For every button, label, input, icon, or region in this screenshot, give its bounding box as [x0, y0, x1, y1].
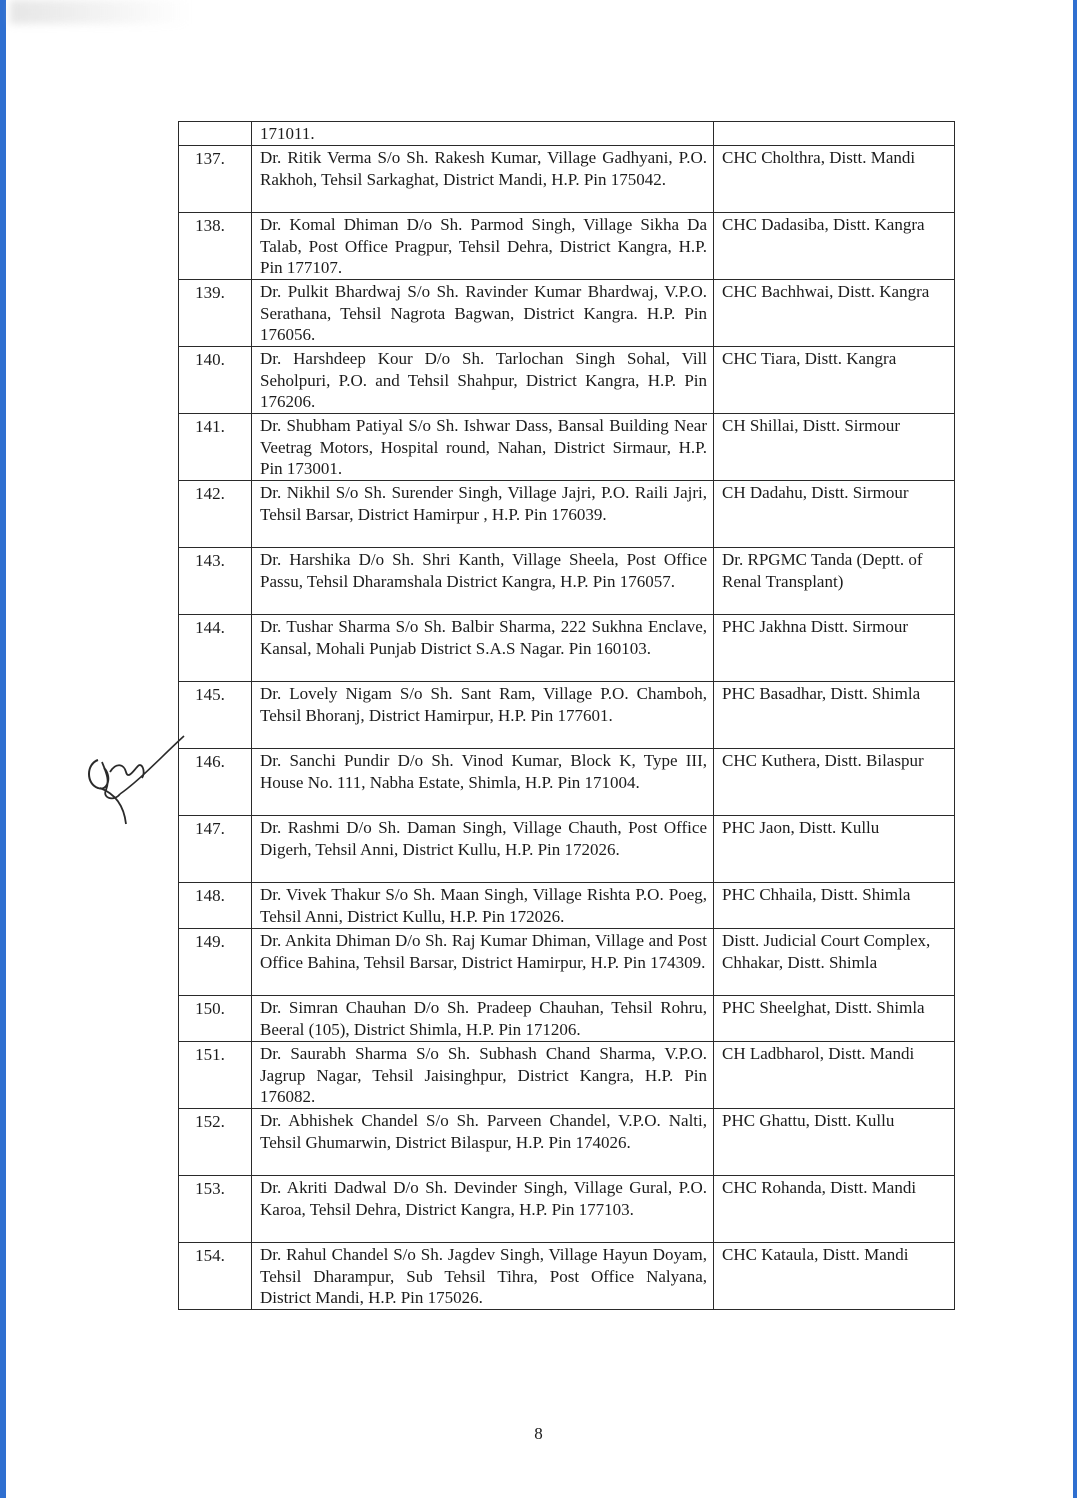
posting-cell: CHC Kataula, Distt. Mandi [714, 1243, 955, 1310]
continuation-row [179, 122, 955, 146]
posting-cell: CH Shillai, Distt. Sirmour [714, 414, 955, 481]
address-cell: Dr. Sanchi Pundir D/o Sh. Vinod Kumar, Block K, Type III, House No. 111, Nabha Estate, Shimla, H.P. Pin 171004. [252, 749, 714, 816]
table-row [179, 1109, 955, 1176]
posting-cell: PHC Sheelghat, Distt. Shimla [714, 996, 955, 1042]
table-row [179, 1176, 955, 1243]
serial-cell: 138. [179, 213, 252, 280]
posting-cell: CHC Dadasiba, Distt. Kangra [714, 213, 955, 280]
table-row [179, 929, 955, 996]
table-row [179, 816, 955, 883]
posting-cell [714, 122, 955, 146]
posting-cell: Dr. RPGMC Tanda (Deptt. of Renal Transplant) [714, 548, 955, 615]
page-edge-left [0, 0, 6, 1498]
serial-cell: 152. [179, 1109, 252, 1176]
address-cell: Dr. Saurabh Sharma S/o Sh. Subhash Chand Sharma, V.P.O. Jagrup Nagar, Tehsil Jaisinghpur, District Kangra, H.P. Pin 176082. [252, 1042, 714, 1109]
scan-smudge [10, 0, 190, 24]
posting-cell: PHC Ghattu, Distt. Kullu [714, 1109, 955, 1176]
posting-table-container [178, 121, 954, 1310]
address-cell: Dr. Vivek Thakur S/o Sh. Maan Singh, Village Rishta P.O. Poeg, Tehsil Anni, District Kullu, H.P. Pin 172026. [252, 883, 714, 929]
table-row [179, 996, 955, 1042]
table-row [179, 682, 955, 749]
posting-cell: PHC Chhaila, Distt. Shimla [714, 883, 955, 929]
address-cell: Dr. Komal Dhiman D/o Sh. Parmod Singh, Village Sikha Da Talab, Post Office Pragpur, Tehsil Dehra, District Kangra, H.P. Pin 177107. [252, 213, 714, 280]
address-cell: Dr. Harshika D/o Sh. Shri Kanth, Village Sheela, Post Office Passu, Tehsil Dharamshala District Kangra, H.P. Pin 176057. [252, 548, 714, 615]
table-row [179, 414, 955, 481]
signature-mark [80, 732, 190, 832]
address-cell: Dr. Lovely Nigam S/o Sh. Sant Ram, Village P.O. Chamboh, Tehsil Bhoranj, District Hamirpur, H.P. Pin 177601. [252, 682, 714, 749]
address-cell: 171011. [252, 122, 714, 146]
table-row [179, 1042, 955, 1109]
table-row [179, 615, 955, 682]
posting-table [178, 121, 955, 1310]
serial-cell: 154. [179, 1243, 252, 1310]
posting-cell: CH Ladbharol, Distt. Mandi [714, 1042, 955, 1109]
posting-cell: PHC Basadhar, Distt. Shimla [714, 682, 955, 749]
table-row [179, 883, 955, 929]
serial-cell: 145. [179, 682, 252, 749]
serial-cell: 147. [179, 816, 252, 883]
posting-cell: CHC Cholthra, Distt. Mandi [714, 146, 955, 213]
address-cell: Dr. Simran Chauhan D/o Sh. Pradeep Chauhan, Tehsil Rohru, Beeral (105), District Shimla, H.P. Pin 171206. [252, 996, 714, 1042]
serial-cell: 141. [179, 414, 252, 481]
table-row [179, 347, 955, 414]
posting-cell: PHC Jaon, Distt. Kullu [714, 816, 955, 883]
address-cell: Dr. Rashmi D/o Sh. Daman Singh, Village Chauth, Post Office Digerh, Tehsil Anni, District Kullu, H.P. Pin 172026. [252, 816, 714, 883]
address-cell: Dr. Pulkit Bhardwaj S/o Sh. Ravinder Kumar Bhardwaj, V.P.O. Serathana, Tehsil Nagrota Bagwan, District Kangra. H.P. Pin 176056. [252, 280, 714, 347]
address-cell: Dr. Abhishek Chandel S/o Sh. Parveen Chandel, V.P.O. Nalti, Tehsil Ghumarwin, District Bilaspur, H.P. Pin 174026. [252, 1109, 714, 1176]
address-cell: Dr. Ritik Verma S/o Sh. Rakesh Kumar, Village Gadhyani, P.O. Rakhoh, Tehsil Sarkaghat, District Mandi, H.P. Pin 175042. [252, 146, 714, 213]
table-row [179, 280, 955, 347]
serial-cell: 142. [179, 481, 252, 548]
table-row [179, 548, 955, 615]
serial-cell: 149. [179, 929, 252, 996]
address-cell: Dr. Rahul Chandel S/o Sh. Jagdev Singh, Village Hayun Doyam, Tehsil Dharampur, Sub Tehsil Tihra, Post Office Nalyana, District Mandi, H.P. Pin 175026. [252, 1243, 714, 1310]
posting-cell: CHC Tiara, Distt. Kangra [714, 347, 955, 414]
serial-cell: 137. [179, 146, 252, 213]
address-cell: Dr. Ankita Dhiman D/o Sh. Raj Kumar Dhiman, Village and Post Office Bahina, Tehsil Barsar, District Hamirpur, H.P. Pin 174309. [252, 929, 714, 996]
table-row [179, 146, 955, 213]
address-cell: Dr. Akriti Dadwal D/o Sh. Devinder Singh, Village Gural, P.O. Karoa, Tehsil Dehra, District Kangra, H.P. Pin 177103. [252, 1176, 714, 1243]
serial-cell: 150. [179, 996, 252, 1042]
serial-cell: 140. [179, 347, 252, 414]
posting-cell: CHC Rohanda, Distt. Mandi [714, 1176, 955, 1243]
serial-cell: 139. [179, 280, 252, 347]
table-row [179, 481, 955, 548]
table-row [179, 1243, 955, 1310]
serial-cell: 148. [179, 883, 252, 929]
posting-cell: PHC Jakhna Distt. Sirmour [714, 615, 955, 682]
address-cell: Dr. Harshdeep Kour D/o Sh. Tarlochan Singh Sohal, Vill Seholpuri, P.O. and Tehsil Shahpur, District Kangra, H.P. Pin 176206. [252, 347, 714, 414]
serial-cell [179, 122, 252, 146]
table-row [179, 749, 955, 816]
serial-cell: 151. [179, 1042, 252, 1109]
posting-cell: CHC Kuthera, Distt. Bilaspur [714, 749, 955, 816]
table-row [179, 213, 955, 280]
page-edge-right [1073, 0, 1077, 1498]
page-number: 8 [534, 1424, 543, 1443]
address-cell: Dr. Tushar Sharma S/o Sh. Balbir Sharma, 222 Sukhna Enclave, Kansal, Mohali Punjab District S.A.S Nagar. Pin 160103. [252, 615, 714, 682]
serial-cell: 153. [179, 1176, 252, 1243]
address-cell: Dr. Shubham Patiyal S/o Sh. Ishwar Dass, Bansal Building Near Veetrag Motors, Hospital round, Nahan, District Sirmaur, H.P. Pin 173001. [252, 414, 714, 481]
serial-cell: 143. [179, 548, 252, 615]
posting-table-body [179, 122, 955, 1310]
posting-cell: CHC Bachhwai, Distt. Kangra [714, 280, 955, 347]
posting-cell: CH Dadahu, Distt. Sirmour [714, 481, 955, 548]
address-cell: Dr. Nikhil S/o Sh. Surender Singh, Village Jajri, P.O. Raili Jajri, Tehsil Barsar, District Hamirpur , H.P. Pin 176039. [252, 481, 714, 548]
serial-cell: 144. [179, 615, 252, 682]
serial-cell: 146. [179, 749, 252, 816]
posting-cell: Distt. Judicial Court Complex, Chhakar, Distt. Shimla [714, 929, 955, 996]
